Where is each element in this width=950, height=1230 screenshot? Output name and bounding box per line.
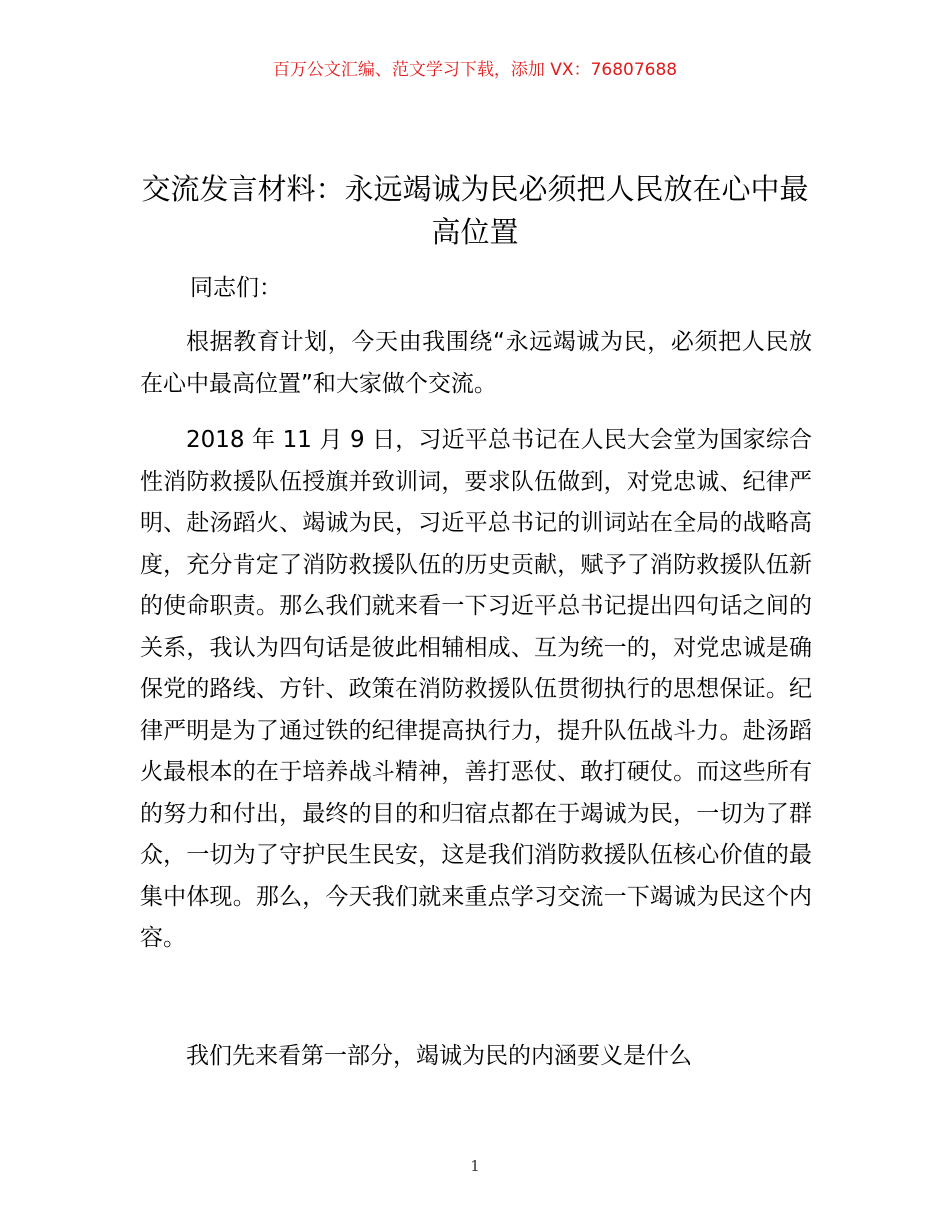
paragraph-1: 根据教育计划，今天由我围绕“永远竭诚为民，必须把人民放在心中最高位置”和大家做个交流。 — [140, 329, 812, 397]
page-number: 1 — [470, 1157, 480, 1175]
document-title: 交流发言材料：永远竭诚为民必须把人民放在心中最高位置 — [141, 172, 809, 249]
paragraph-3: 我们先来看第一部分，竭诚为民的内涵要义是什么 — [186, 1043, 692, 1069]
paragraph-2: 2018 年 11 月 9 日，习近平总书记在人民大会堂为国家综合性消防救援队伍授旗并致训词，要求队伍做到，对党忠诚、纪律严明、赴汤蹈火、竭诚为民，习近平总书记的训词站在全局的战略高度，充分肯定了消防救援队伍的历史贡献，赋予了消防救援队伍新的使命职责。那么我们就来看一下习近平总书记提出四句话之间的关系，我认为四句话是彼此相辅相成、互为统一的，对党忠诚是确保党的路线、方针、政策在消防救援队伍贯彻执行的思想保证。纪律严明是为了通过铁的纪律提高执行力，提升队伍战斗力。赴汤蹈火最根本的在于培养战斗精神，善打恶仗、敢打硬仗。而这些所有的努力和付出，最终的目的和归宿点都在于竭诚为民，一切为了群众，一切为了守护民生民安，这是我们消防救援队伍核心价值的最集中体现。那么，今天我们就来重点学习交流一下竭诚为民这个内容。 — [140, 427, 812, 951]
greeting: 同志们： — [190, 275, 282, 301]
header-watermark: 百万公文汇编、范文学习下载，添加 VX：76807688 — [272, 60, 678, 80]
